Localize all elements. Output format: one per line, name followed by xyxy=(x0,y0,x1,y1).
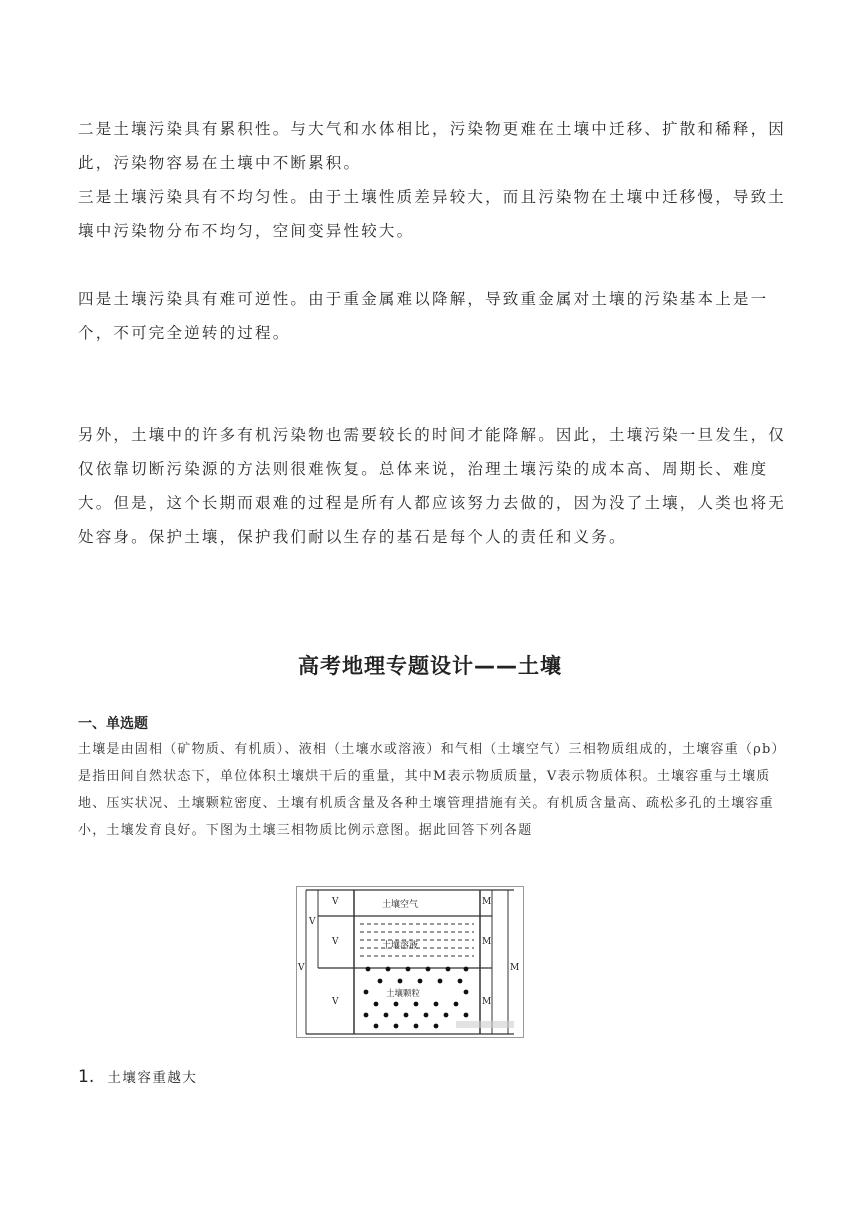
volume-label: V xyxy=(332,897,339,907)
soil-three-phase-diagram xyxy=(296,886,524,1038)
paragraph-irreversibility: 四是土壤污染具有难可逆性。由于重金属难以降解，导致重金属对土壤的污染基本上是一个，不可完全逆转的过程。 xyxy=(78,290,769,342)
mass-label: M xyxy=(482,937,492,947)
question-number: 1. xyxy=(78,1067,95,1087)
mass-label: M xyxy=(482,897,492,907)
page-title: 高考地理专题设计——土壤 xyxy=(298,654,562,678)
question-1 xyxy=(78,1066,197,1087)
paragraph-accumulation: 二是土壤污染具有累积性。与大气和水体相比，污染物更难在土壤中迁移、扩散和稀释，因此，污染物容易在土壤中不断累积。 xyxy=(78,120,787,172)
solid-label: 土壤颗粒 xyxy=(386,989,421,999)
volume-label: V xyxy=(309,917,316,927)
volume-label: V xyxy=(332,937,339,947)
volume-label: V xyxy=(298,963,305,973)
mass-label: M xyxy=(510,963,520,973)
watermark-smudge xyxy=(456,1021,514,1028)
mass-label: M xyxy=(482,997,492,1007)
question-text: 土壤容重越大 xyxy=(107,1070,198,1086)
paragraph-unevenness: 三是土壤污染具有不均匀性。由于土壤性质差异较大，而且污染物在土壤中迁移慢，导致土壤中污染物分布不均匀，空间变异性较大。 xyxy=(78,188,787,240)
question-intro: 土壤是由固相（矿物质、有机质）、液相（土壤水或溶液）和气相（土壤空气）三相物质组成的，土壤容重（ρb）是指田间自然状态下，单位体积土壤烘干后的重量，其中M表示物质质量，V表示物质体积。土壤容重与土壤质地、压实状况、土壤颗粒密度、土壤有机质含量及各种土壤管理措施有关。有机质含量高、疏松多孔的土壤容重小，土壤发育良好。下图为土壤三相物质比例示意图。据此回答下列各题 xyxy=(78,742,780,838)
liquid-label: 土壤溶液 xyxy=(382,941,419,951)
section-heading: 一、单选题 xyxy=(78,716,148,732)
air-label: 土壤空气 xyxy=(382,900,419,910)
volume-label: V xyxy=(332,997,339,1007)
paragraph-organic-pollutants: 另外，土壤中的许多有机污染物也需要较长的时间才能降解。因此，土壤污染一旦发生，仅仅依靠切断污染源的方法则很难恢复。总体来说，治理土壤污染的成本高、周期长、难度大。但是，这个长期而艰难的过程是所有人都应该努力去做的，因为没了土壤，人类也将无处容身。保护土壤，保护我们耐以生存的基石是每个人的责任和义务。 xyxy=(78,426,787,546)
